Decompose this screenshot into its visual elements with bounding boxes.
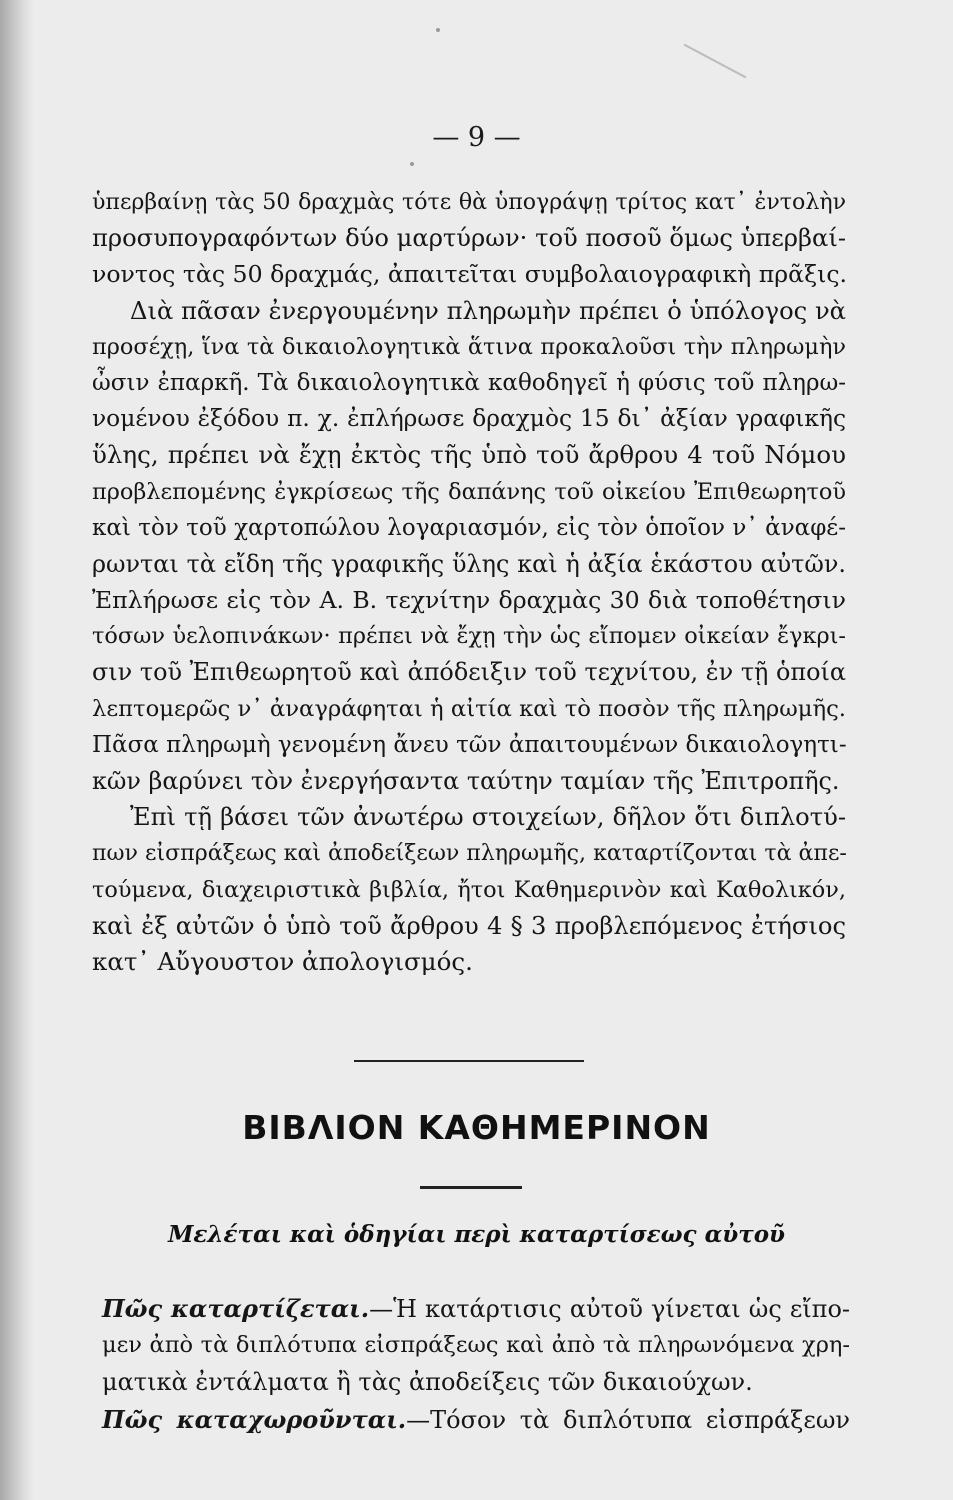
text-line: ὦσιν ἐπαρκῆ. Τὰ δικαιολογητικὰ καθοδηγεῖ ἡ φύσις τοῦ πληρω- — [92, 369, 846, 396]
text-line: ὑπερβαίνῃ τὰς 50 δραχμὰς τότε θὰ ὑπογράψῃ τρίτος κατ᾽ ἐντολὴν — [92, 189, 846, 215]
text-line: ματικὰ ἐντάλματα ἢ τὰς ἀποδείξεις τῶν δικαιούχων. — [102, 1368, 753, 1396]
text-line: Ἐπλήρωσε εἰς τὸν Α. Β. τεχνίτην δραχμὰς 30 διὰ τοποθέτησιν — [92, 586, 846, 615]
text-line: μεν ἀπὸ τὰ διπλότυπα εἰσπράξεως καὶ ἀπὸ τὰ πληρωνόμενα χρη- — [102, 1332, 850, 1358]
text-line: προσέχῃ, ἵνα τὰ δικαιολογητικὰ ἅτινα προκαλοῦσι τὴν πληρωμὴν — [92, 333, 846, 360]
text-line: ὕλης, πρέπει νὰ ἔχῃ ἐκτὸς τῆς ὑπὸ τοῦ ἄρθρου 4 τοῦ Νόμου — [92, 440, 846, 470]
scan-speck — [436, 28, 440, 32]
binding-gutter-shadow — [0, 0, 34, 1500]
paragraph-text: —Τόσον τὰ διπλότυπα εἰσπράξεων — [406, 1406, 850, 1434]
heading-underline-rule — [420, 1186, 522, 1189]
text-line: τούμενα, διαχειριστικὰ βιβλία, ἤτοι Καθημερινὸν καὶ Καθολικόν, — [92, 876, 846, 903]
text-line: λεπτομερῶς ν᾽ ἀναγράφηται ἡ αἰτία καὶ τὸ ποσὸν τῆς πληρωμῆς. — [92, 695, 846, 722]
text-line: ρωνται τὰ εἴδη τῆς γραφικῆς ὕλης καὶ ἡ ἀξία ἑκάστου αὐτῶν. — [92, 549, 846, 578]
body-paragraphs — [92, 184, 846, 980]
page-number: — 9 — — [432, 122, 521, 153]
text-line: κῶν βαρύνει τὸν ἐνεργήσαντα ταύτην ταμίαν τῆς Ἐπιτροπῆς. — [92, 767, 840, 795]
section-subheading: Μελέται καὶ ὁδηγίαι περὶ καταρτίσεως αὐτοῦ — [167, 1221, 786, 1248]
text-line — [102, 1401, 850, 1438]
text-line — [102, 1290, 850, 1327]
text-line: νοντος τὰς 50 δραχμάς, ἀπαιτεῖται συμβολαιογραφικὴ πρᾶξις. — [92, 260, 848, 289]
text-line: Ἐπὶ τῇ βάσει τῶν ἀνωτέρω στοιχείων, δῆλον ὅτι διπλοτύ- — [130, 803, 846, 832]
paragraph-lead-heading: Πῶς καταχωροῦνται. — [102, 1405, 407, 1434]
text-line: νομένου ἐξόδου π. χ. ἐπλήρωσε δραχμὸς 15 δι᾽ ἀξίαν γραφικῆς — [92, 405, 846, 433]
text-line: Διὰ πᾶσαν ἐνεργουμένην πληρωμὴν πρέπει ὁ ὑπόλογος νὰ — [130, 296, 846, 325]
text-line: σιν τοῦ Ἐπιθεωρητοῦ καὶ ἀπόδειξιν τοῦ τεχνίτου, ἐν τῇ ὁποία — [92, 658, 846, 687]
section-divider-rule — [354, 1060, 584, 1062]
text-line: προσυπογραφόντων δύο μαρτύρων· τοῦ ποσοῦ ὅμως ὑπερβαί- — [92, 224, 846, 253]
section-body — [102, 1290, 850, 1438]
text-line: καὶ ἐξ αὐτῶν ὁ ὑπὸ τοῦ ἄρθρου 4 § 3 προβλεπόμενος ἐτήσιος — [92, 911, 846, 940]
text-line: κατ᾽ Αὔγουστον ἀπολογισμός. — [92, 946, 473, 976]
text-line: τόσων ὑελοπινάκων· πρέπει νὰ ἔχῃ τὴν ὡς εἴπομεν οἰκείαν ἔγκρι- — [92, 623, 846, 650]
text-line: προβλεπομένης ἐγκρίσεως τῆς δαπάνης τοῦ οἰκείου Ἐπιθεωρητοῦ — [92, 478, 846, 505]
section-heading: ΒΙΒΛΙΟΝ ΚΑΘΗΜΕΡΙΝΟΝ — [242, 1108, 711, 1147]
text-line: Πᾶσα πληρωμὴ γενομένη ἄνευ τῶν ἀπαιτουμένων δικαιολογητι- — [92, 731, 847, 758]
scan-speck — [410, 162, 414, 166]
paragraph-lead-heading: Πῶς καταρτίζεται. — [102, 1294, 370, 1323]
scan-mark — [684, 44, 747, 79]
paragraph-text: —Ἡ κατάρτισις αὐτοῦ γίνεται ὡς εἴπο- — [369, 1295, 851, 1323]
text-line: καὶ τὸν τοῦ χαρτοπώλου λογαριασμόν, εἰς τὸν ὁποῖον ν᾽ ἀναφέ- — [92, 514, 846, 541]
text-line: πων εἰσπράξεως καὶ ἀποδείξεων πληρωμῆς, καταρτίζονται τὰ ἀπε- — [92, 840, 847, 867]
